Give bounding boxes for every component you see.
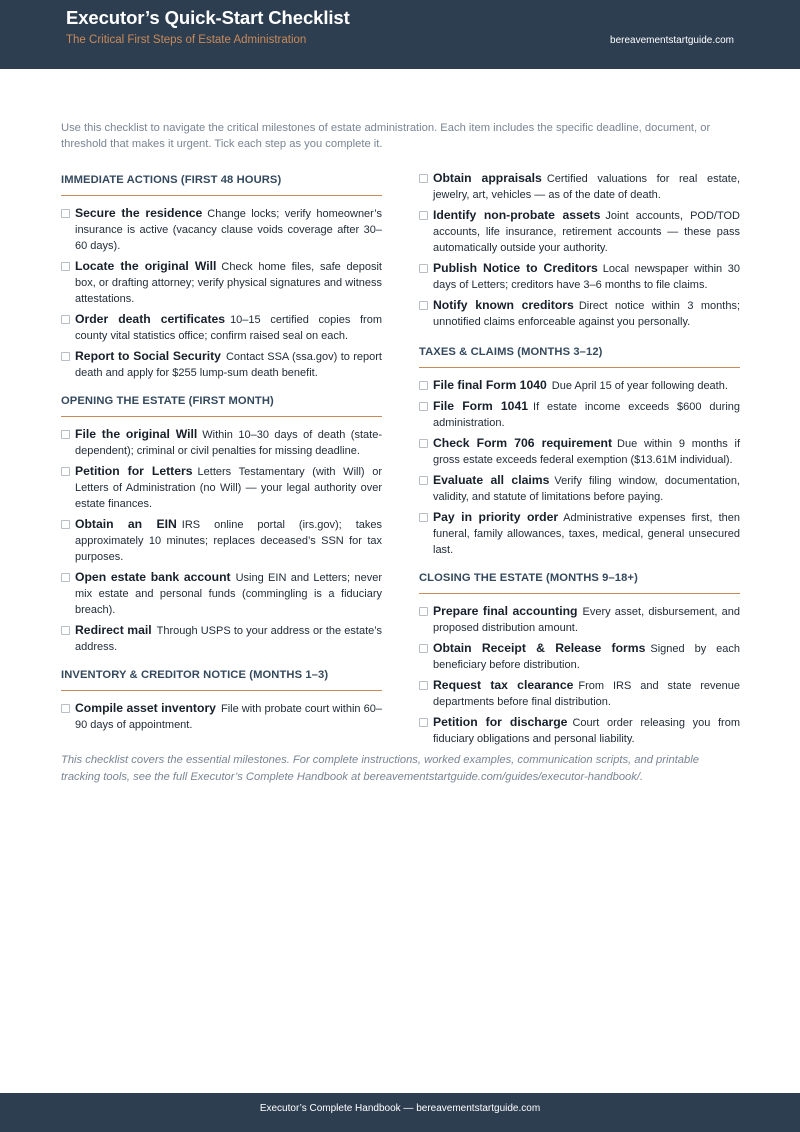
checklist-item-title: Evaluate all claims (433, 473, 550, 487)
checklist-item (419, 207, 740, 256)
checklist-item-title: Compile asset inventory (75, 701, 216, 715)
checklist-item-text: Change locks; verify homeowner’s insurance is active (vacancy clause voids coverage after 30–60 days). (75, 208, 382, 252)
checkbox[interactable] (61, 209, 70, 218)
checklist-item (419, 170, 740, 203)
checklist-section (419, 568, 740, 747)
page-header (0, 0, 800, 69)
checkbox[interactable] (419, 644, 428, 653)
checklist-item-title: Publish Notice to Creditors (433, 261, 598, 275)
checkbox[interactable] (61, 467, 70, 476)
checklist-item-text: From IRS and state revenue departments before final distribution. (433, 680, 740, 708)
checklist-item-title: Notify known creditors (433, 298, 574, 312)
checklist-item-title: Locate the original Will (75, 259, 217, 273)
checklist-item-text: Administrative expenses first, then funeral, family allowances, taxes, medical, general unsecured last. (433, 512, 740, 556)
checklist-section (419, 342, 740, 558)
checkbox[interactable] (61, 430, 70, 439)
checkbox[interactable] (61, 520, 70, 529)
checklist-item (61, 622, 382, 655)
right-column (419, 170, 740, 757)
page-footer (0, 1093, 800, 1132)
checklist-item (419, 377, 740, 394)
checklist-item-text: Within 10–30 days of death (state-dependent); criminal or civil penalties for missing deadline. (75, 429, 382, 457)
checklist-item (61, 700, 382, 733)
checklist-item (419, 640, 740, 673)
checklist-item-text: Letters Testamentary (with Will) or Letters of Administration (no Will) — your legal authority over estate finances. (75, 466, 382, 510)
checkbox[interactable] (61, 352, 70, 361)
checkbox[interactable] (61, 262, 70, 271)
checkbox[interactable] (419, 402, 428, 411)
section-title: OPENING THE ESTATE (FIRST MONTH) (61, 391, 382, 417)
checkbox[interactable] (419, 174, 428, 183)
checklist-item (419, 435, 740, 468)
checkbox[interactable] (419, 513, 428, 522)
checklist-item-text: Verify filing window, documentation, validity, and statute of limitations before paying. (433, 475, 740, 503)
checkbox[interactable] (419, 264, 428, 273)
header-site-link[interactable]: bereavementstartguide.com (610, 35, 734, 46)
checklist-item (419, 297, 740, 330)
checklist-item-title: File final Form 1040 (433, 378, 547, 392)
left-column (61, 170, 382, 743)
checklist-item-title: Obtain an EIN (75, 517, 177, 531)
checklist-item-title: Obtain appraisals (433, 171, 542, 185)
checklist-item-text: 10–15 certified copies from county vital statistics office; confirm raised seal on each. (75, 314, 382, 342)
checklist-item (61, 426, 382, 459)
checklist-section (419, 170, 740, 330)
section-title: CLOSING THE ESTATE (MONTHS 9–18+) (419, 568, 740, 594)
checklist-item-title: Open estate bank account (75, 570, 231, 584)
checklist-item-title: Petition for Letters (75, 464, 193, 478)
checklist-item-title: Pay in priority order (433, 510, 559, 524)
checklist-item-text: Joint accounts, POD/TOD accounts, life insurance, retirement accounts — these pass automatically outside your authority. (433, 210, 740, 254)
checklist-item (61, 463, 382, 512)
checklist-item (61, 348, 382, 381)
checklist-item (419, 603, 740, 636)
section-title: IMMEDIATE ACTIONS (FIRST 48 HOURS) (61, 170, 382, 196)
checkbox[interactable] (419, 718, 428, 727)
checklist-item-text: Every asset, disbursement, and proposed distribution amount. (433, 606, 740, 634)
checkbox[interactable] (419, 681, 428, 690)
checklist-item-title: Petition for discharge (433, 715, 568, 729)
checklist-item (61, 569, 382, 618)
checklist-item-text: If estate income exceeds $600 during administration. (433, 401, 740, 429)
checklist-item-title: Prepare final accounting (433, 604, 578, 618)
checklist-item (61, 311, 382, 344)
checklist-item-title: File Form 1041 (433, 399, 529, 413)
checklist-item-text: Direct notice within 3 months; unnotified claims enforceable against you personally. (433, 300, 741, 328)
checklist-item-title: Redirect mail (75, 623, 152, 637)
checklist-item (61, 205, 382, 254)
checklist-item (419, 472, 740, 505)
closing-note: This checklist covers the essential milestones. For complete instructions, worked examples, communication scripts, and printable tracking tools, see the full Executor’s Complete Handbook at bereavementstartguide.com/guides/executor-handbook/. (61, 754, 699, 783)
checklist-item (419, 260, 740, 293)
checklist-item (419, 398, 740, 431)
checklist-item-text: Local newspaper within 30 days of Letters; creditors have 3–6 months to file claims. (433, 263, 740, 291)
checklist-item-text: Check home files, safe deposit box, or drafting attorney; verify physical signatures and witness attestations. (75, 261, 382, 305)
checklist-item (419, 509, 740, 558)
checklist-item-title: Obtain Receipt & Release forms (433, 641, 646, 655)
checklist-item (419, 714, 740, 747)
checklist-item (419, 677, 740, 710)
checklist-item-text: Contact SSA (ssa.gov) to report death and apply for $255 lump-sum death benefit. (75, 351, 382, 379)
checklist-item-text: IRS online portal (irs.gov); takes approximately 10 minutes; replaces deceased’s SSN for tax purposes. (75, 519, 382, 563)
checklist-item-text: Through USPS to your address or the estate’s address. (75, 625, 382, 653)
checklist-item-title: Check Form 706 requirement (433, 436, 613, 450)
checklist-item-title: Report to Social Security (75, 349, 221, 363)
page-subtitle: The Critical First Steps of Estate Administration (66, 34, 307, 46)
checkbox[interactable] (61, 573, 70, 582)
checkbox[interactable] (61, 315, 70, 324)
checklist-section (61, 170, 382, 381)
checklist-item-title: Request tax clearance (433, 678, 574, 692)
checklist-item-text: Due April 15 of year following death. (551, 380, 728, 392)
checklist-item-title: Secure the residence (75, 206, 203, 220)
page-title: Executor’s Quick-Start Checklist (66, 7, 350, 28)
checklist-item-text: Court order releasing you from fiduciary obligations and personal liability. (433, 717, 740, 745)
checklist-item-text: Signed by each beneficiary before distribution. (433, 643, 740, 671)
checkbox[interactable] (419, 381, 428, 390)
checkbox[interactable] (419, 301, 428, 310)
intro-text: Use this checklist to navigate the critical milestones of estate administration. Each item includes the specific deadline, document, or threshold that makes it urgent. Tick each step as you complete it. (61, 122, 711, 150)
checklist-item-text: File with probate court within 60–90 days of appointment. (75, 703, 382, 731)
checklist-item-text: Due within 9 months if gross estate exceeds federal exemption ($13.61M individual). (433, 438, 741, 466)
checklist-item-title: Order death certificates (75, 312, 226, 326)
checklist-item (61, 516, 382, 565)
checkbox[interactable] (419, 607, 428, 616)
footer-text: Executor’s Complete Handbook — bereavementstartguide.com (259, 1103, 541, 1114)
checklist-item (61, 258, 382, 307)
section-title: INVENTORY & CREDITOR NOTICE (MONTHS 1–3) (61, 665, 382, 691)
checklist-item-title: Identify non-probate assets (433, 208, 601, 222)
checkbox[interactable] (61, 704, 70, 713)
section-title: TAXES & CLAIMS (MONTHS 3–12) (419, 342, 740, 368)
checkbox[interactable] (61, 626, 70, 635)
checklist-item-title: File the original Will (75, 427, 198, 441)
checkbox[interactable] (419, 439, 428, 448)
checklist-section (61, 391, 382, 655)
checklist-item-text: Using EIN and Letters; never mix estate and personal funds (commingling is a fiduciary breach). (75, 572, 382, 616)
checklist-item-text: Certified valuations for real estate, jewelry, art, vehicles — as of the date of death. (433, 173, 740, 201)
checkbox[interactable] (419, 211, 428, 220)
checklist-section (61, 665, 382, 733)
checkbox[interactable] (419, 476, 428, 485)
